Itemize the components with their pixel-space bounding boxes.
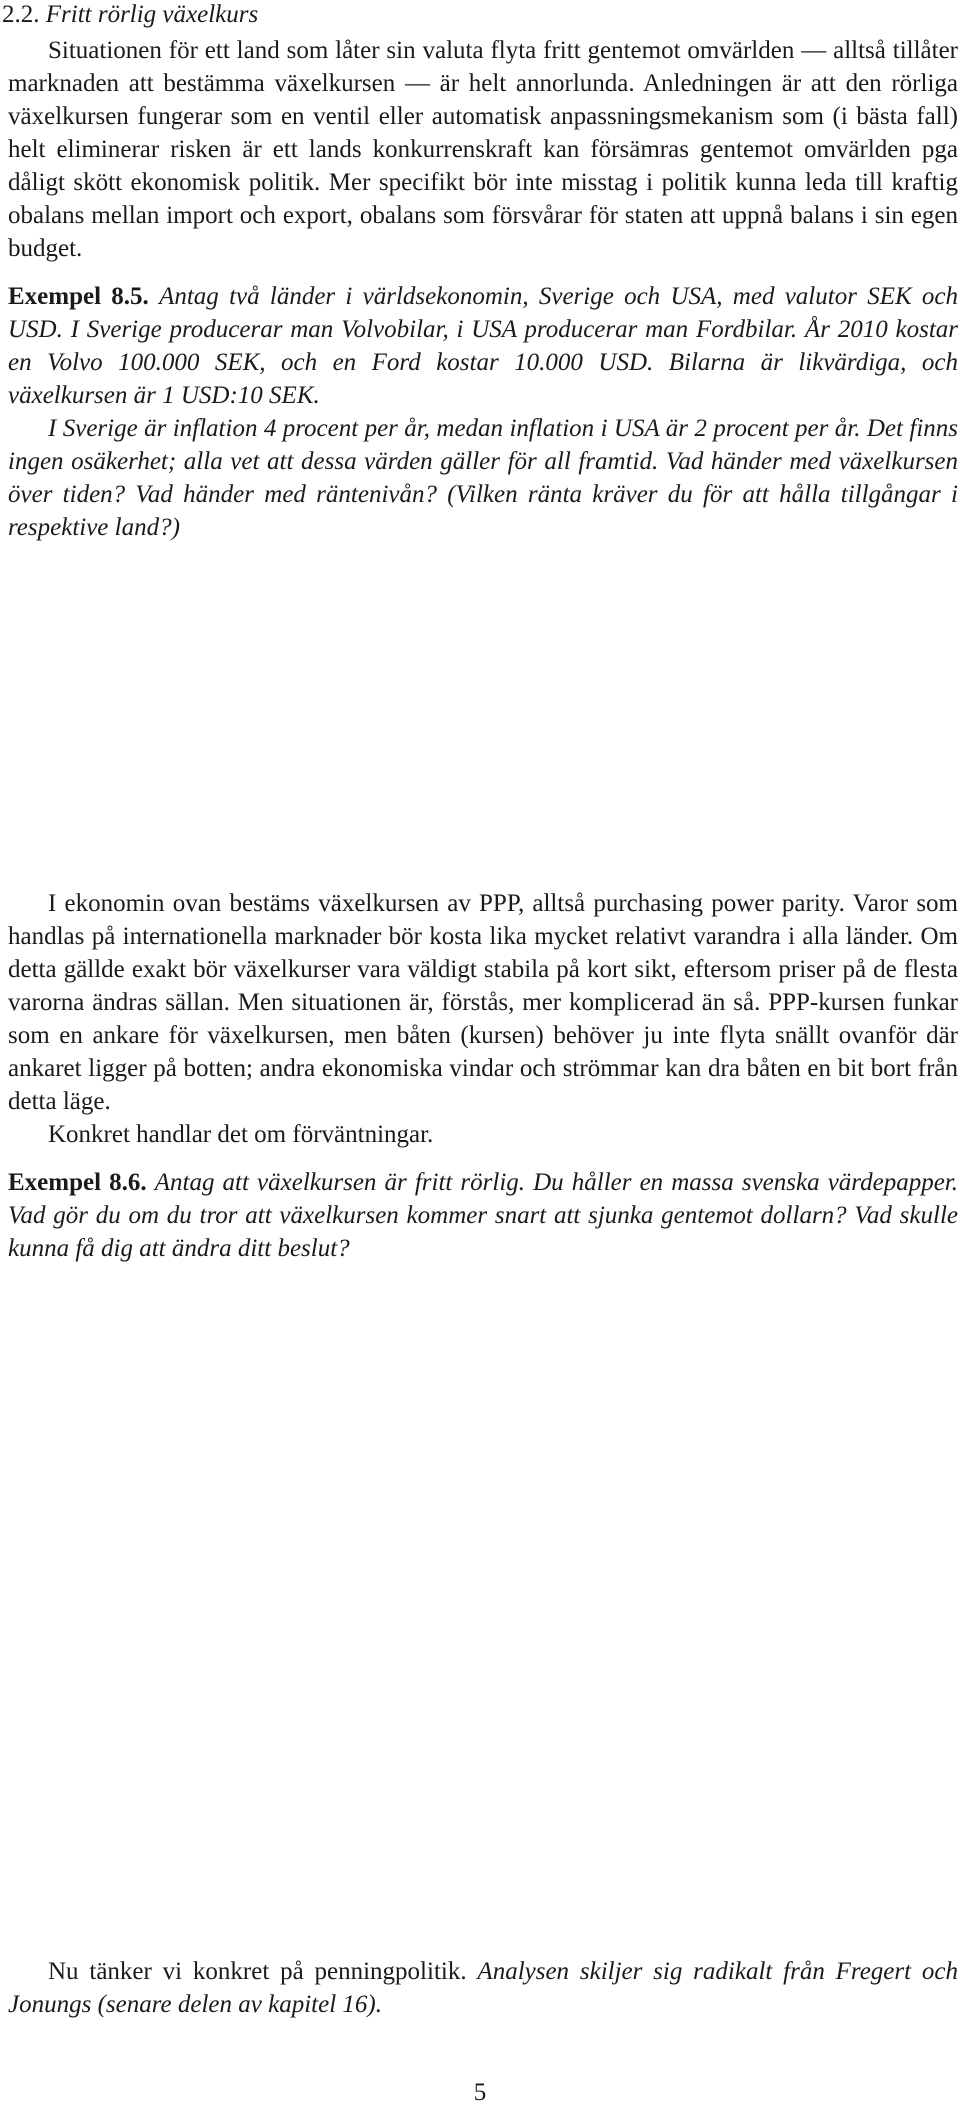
intro-block bbox=[8, 34, 958, 265]
section-heading bbox=[2, 0, 258, 30]
ppp-paragraph: I ekonomin ovan bestäms växelkursen av PPP, alltså purchasing power parity. Varor som handlas på internationella marknader bör kosta lika mycket relativt varandra i alla länder. Om detta gällde exakt bör växelkurser vara väldigt stabila på kort sikt, eftersom priser på de flesta varorna ändras sällan. Men situationen är, förstås, mer komplicerad än så. PPP-kursen funkar som en ankare för växelkursen, men båten (kursen) behöver ju inte flyta snällt ovanför där ankaret ligger på botten; andra ekonomiska vindar och strömmar kan dra båten en bit bort från detta läge. bbox=[8, 890, 958, 1115]
example-8-6-paragraph bbox=[8, 1166, 958, 1265]
section-number: 2.2. bbox=[2, 1, 40, 28]
ppp-block bbox=[8, 887, 958, 1151]
monetary-policy-italic: Analysen skiljer sig radikalt från Fregert och Jonungs (senare delen av kapitel 16). bbox=[8, 1958, 958, 2018]
expectations-paragraph: Konkret handlar det om förväntningar. bbox=[48, 1121, 434, 1148]
example-8-5-text: Antag två länder i världsekonomin, Sverige och USA, med valutor SEK och USD. I Sverige producerar man Volvobilar, i USA producerar man Fordbilar. År 2010 kostar en Volvo 100.000 SEK, och en Ford kostar 10.000 USD. Bilarna är likvärdiga, och växelkursen är 1 USD:10 SEK. bbox=[8, 283, 959, 409]
monetary-policy-paragraph bbox=[8, 1955, 958, 2021]
intro-paragraph: Situationen för ett land som låter sin valuta flyta fritt gentemot omvärlden — alltså tillåter marknaden att bestämma växelkursen — är helt annorlunda. Anledningen är att den rörliga växelkursen fungerar som en ventil eller automatisk anpassningsmekanism som (i bästa fall) helt eliminerar risken är ett lands konkurrenskraft kan försämras gentemot omvärlden pga dåligt skött ekonomisk politik. Mer specifikt bör inte misstag i politik kunna leda till kraftig obalans mellan import och export, obalans som försvårar för staten att uppnå balans i sin egen budget. bbox=[8, 37, 958, 262]
example-8-5-label: Exempel 8.5. bbox=[8, 283, 149, 310]
example-8-6-label: Exempel 8.6. bbox=[8, 1169, 147, 1196]
monetary-policy-lead: Nu tänker vi konkret på penningpolitik. bbox=[48, 1958, 467, 1985]
page-number: 5 bbox=[473, 2079, 487, 2106]
example-8-5-text-2: I Sverige är inflation 4 procent per år, medan inflation i USA är 2 procent per år. Det finns ingen osäkerhet; alla vet att dessa värden gäller för all framtid. Vad händer med växelkursen över tiden? Vad händer med räntenivån? (Vilken ränta kräver du för att hålla tillgångar i respektive land?) bbox=[8, 415, 958, 541]
example-8-5 bbox=[8, 280, 958, 544]
example-8-6 bbox=[8, 1166, 958, 1265]
monetary-policy-block bbox=[8, 1955, 958, 2021]
example-8-6-text: Antag att växelkursen är fritt rörlig. Du håller en massa svenska värdepapper. Vad gör du om du tror att växelkursen kommer snart att sjunka gentemot dollarn? Vad skulle kunna få dig att ändra ditt beslut? bbox=[8, 1169, 958, 1262]
example-8-5-paragraph bbox=[8, 280, 958, 412]
section-title: Fritt rörlig växelkurs bbox=[45, 1, 259, 28]
